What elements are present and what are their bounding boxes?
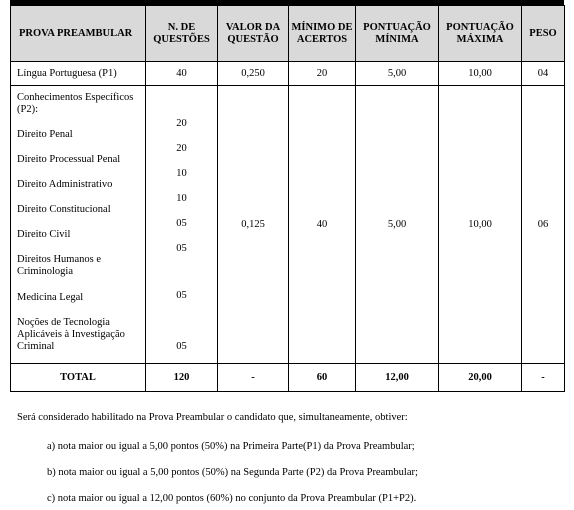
- p1-min-hits: 20: [289, 62, 356, 86]
- p1-questions: 40: [146, 62, 218, 86]
- total-min-hits: 60: [289, 364, 356, 392]
- subject-name: Direitos Humanos e Criminologia: [17, 254, 101, 277]
- p2-max-score: 10,00: [439, 86, 522, 364]
- subject-name: Direito Constitucional: [17, 204, 111, 215]
- subject-questions: 05: [176, 341, 187, 352]
- header-minimo: MÍNIMO DE ACERTOS: [289, 6, 356, 62]
- subject-questions: 05: [176, 290, 187, 301]
- total-label: TOTAL: [11, 364, 146, 392]
- total-weight: -: [522, 364, 565, 392]
- header-pont-min: PONTUAÇÃO MÍNIMA: [356, 6, 439, 62]
- p2-weight: 06: [522, 86, 565, 364]
- subject-name: Direito Processual Penal: [17, 154, 121, 165]
- total-questions: 120: [146, 364, 218, 392]
- total-min-score: 12,00: [356, 364, 439, 392]
- p2-title: Conhecimentos Específicos (P2):: [17, 92, 134, 115]
- p1-weight: 04: [522, 62, 565, 86]
- subject-questions: 10: [176, 168, 187, 179]
- header-questoes: N. DE QUESTÕES: [146, 6, 218, 62]
- subject-name: Direito Civil: [17, 229, 71, 240]
- subject-questions: 20: [176, 143, 187, 154]
- table-row-total: [11, 364, 565, 392]
- subject-questions: 05: [176, 243, 187, 254]
- subject-questions: 20: [176, 118, 187, 129]
- p1-name: Língua Portuguesa (P1): [11, 62, 146, 86]
- table-row-p2: [11, 86, 565, 364]
- note-c: c) nota maior ou igual a 12,00 pontos (60%) no conjunto da Prova Preambular (P1+P2).: [47, 493, 417, 504]
- header-peso: PESO: [522, 6, 565, 62]
- total-value: -: [218, 364, 289, 392]
- header-row: [11, 6, 565, 62]
- subject-name: Direito Penal: [17, 129, 73, 140]
- total-max-score: 20,00: [439, 364, 522, 392]
- subject-name: Direito Administrativo: [17, 179, 113, 190]
- p2-min-hits: 40: [289, 86, 356, 364]
- subject-questions: 05: [176, 218, 187, 229]
- subject-name: Medicina Legal: [17, 292, 84, 303]
- p2-min-score: 5,00: [356, 86, 439, 364]
- p1-max-score: 10,00: [439, 62, 522, 86]
- notes-intro: Será considerado habilitado na Prova Preambular o candidato que, simultaneamente, obtiver:: [17, 412, 408, 423]
- scoring-table: [10, 5, 565, 392]
- p2-value: 0,125: [218, 86, 289, 364]
- p1-value: 0,250: [218, 62, 289, 86]
- note-b: b) nota maior ou igual a 5,00 pontos (50%) na Segunda Parte (P2) da Prova Preambular;: [47, 467, 418, 478]
- header-pont-max: PONTUAÇÃO MÁXIMA: [439, 6, 522, 62]
- p2-subjects-cell: [11, 86, 146, 364]
- header-valor: VALOR DA QUESTÃO: [218, 6, 289, 62]
- subject-name: Noções de Tecnologia Aplicáveis à Investigação Criminal: [17, 317, 125, 352]
- subject-questions: 10: [176, 193, 187, 204]
- note-a: a) nota maior ou igual a 5,00 pontos (50%) na Primeira Parte(P1) da Prova Preambular;: [47, 441, 415, 452]
- p2-questions-cell: [146, 86, 218, 364]
- p1-min-score: 5,00: [356, 62, 439, 86]
- header-prova: PROVA PREAMBULAR: [11, 6, 146, 62]
- table-row-p1: [11, 62, 565, 86]
